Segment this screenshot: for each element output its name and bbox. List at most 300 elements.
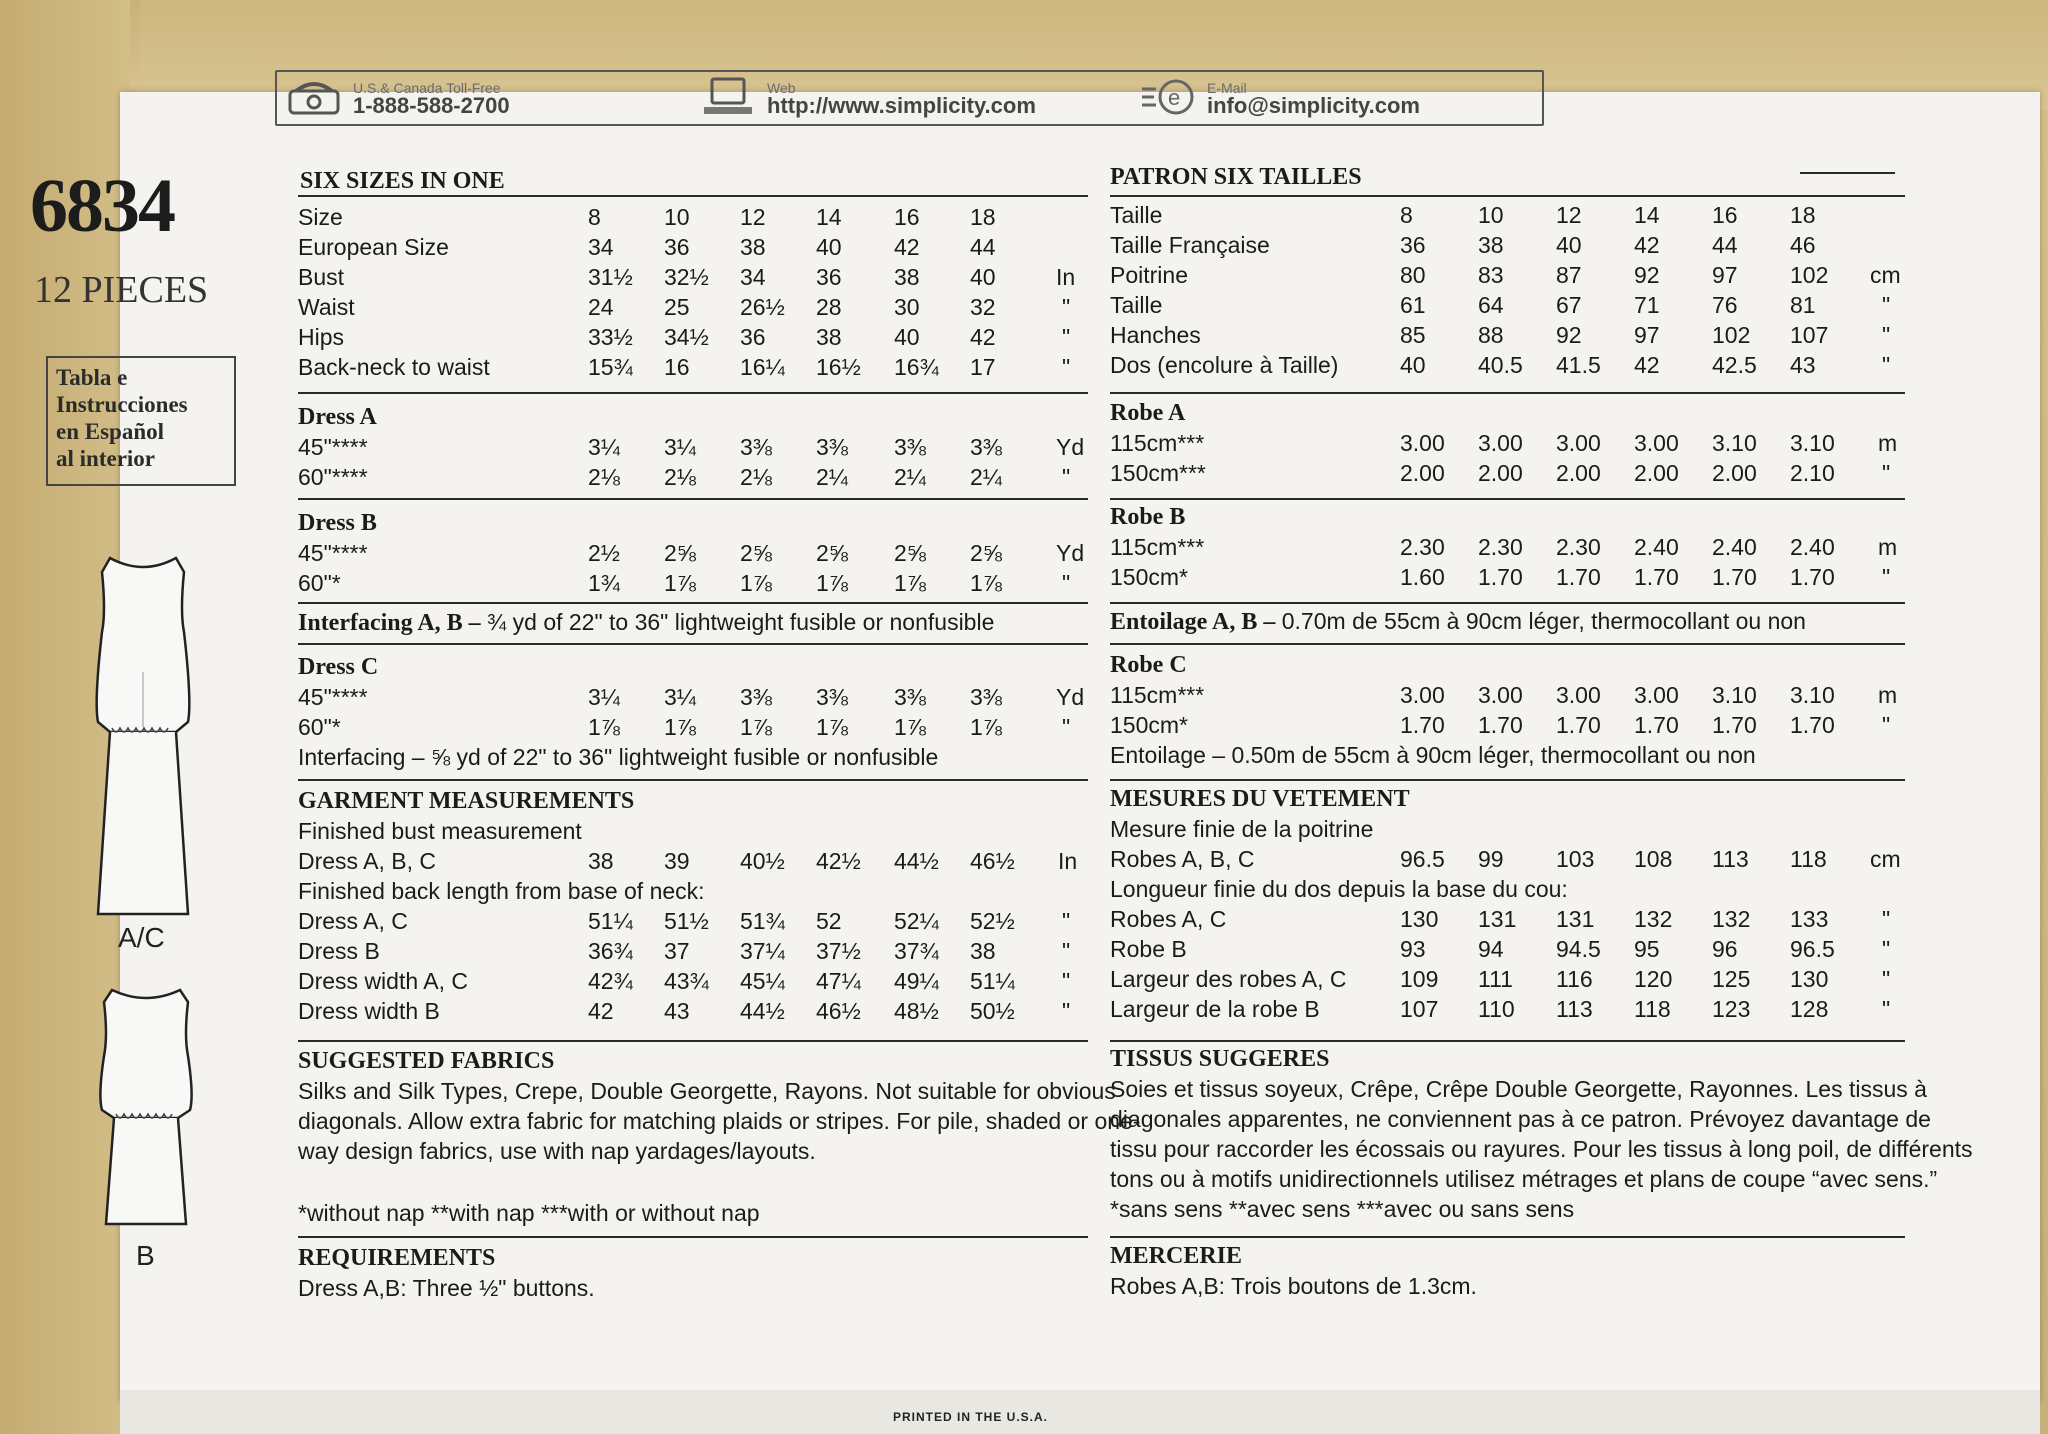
subheading: Finished back length from base of neck: — [298, 878, 705, 904]
row-label: Dress width B — [298, 998, 440, 1024]
cell: 3¼ — [664, 434, 696, 460]
contact-email — [1137, 74, 1420, 120]
row-label: 115cm*** — [1110, 534, 1205, 560]
cell: 87 — [1556, 262, 1582, 288]
section-title: Dress B — [298, 510, 377, 536]
unit: cm — [1870, 262, 1901, 288]
cell: 37¾ — [894, 938, 939, 964]
cell: 2.30 — [1400, 534, 1445, 560]
cell: 47¼ — [816, 968, 861, 994]
cell: 102 — [1790, 262, 1829, 288]
cell: 1.70 — [1478, 712, 1523, 738]
cell: 45¼ — [740, 968, 785, 994]
email-address: info@simplicity.com — [1207, 93, 1420, 118]
sizes-title-fr: PATRON SIX TAILLES — [1110, 164, 1362, 190]
cell: 1⅞ — [894, 714, 926, 740]
web-label: Web — [767, 80, 796, 96]
cell: 3¼ — [588, 434, 620, 460]
cell: 37½ — [816, 938, 861, 964]
cell: 32½ — [664, 264, 709, 290]
cell: 46 — [1790, 232, 1816, 258]
table-row — [298, 232, 1098, 262]
contact-web — [697, 74, 1036, 120]
cell: 128 — [1790, 996, 1829, 1022]
cell: 38 — [970, 938, 996, 964]
divider — [298, 1236, 1088, 1238]
suggested-fabrics-fr — [1110, 1044, 1973, 1224]
row-label: 115cm*** — [1110, 682, 1205, 708]
cell: 97 — [1712, 262, 1738, 288]
cell: 31½ — [588, 264, 633, 290]
paragraph-line: way design fabrics, use with nap yardages/layouts. — [298, 1138, 816, 1164]
table-row — [1110, 934, 1910, 964]
cell: 3.00 — [1478, 682, 1523, 708]
cell: 76 — [1712, 292, 1738, 318]
unit: " — [1062, 714, 1071, 740]
cell: 1⅞ — [740, 714, 772, 740]
table-row — [1110, 680, 1910, 710]
section-title: MESURES DU VETEMENT — [1110, 786, 1410, 812]
spanish-line: en Español — [56, 419, 165, 444]
cell: 3⅜ — [970, 434, 1002, 460]
cell: 30 — [894, 294, 920, 320]
cell: 3.10 — [1712, 682, 1757, 708]
divider — [298, 392, 1088, 394]
section-title: Dress A — [298, 404, 377, 430]
cell: 1.70 — [1400, 712, 1445, 738]
cell: 1.70 — [1634, 564, 1679, 590]
cell: 38 — [1478, 232, 1504, 258]
unit: " — [1062, 570, 1071, 596]
cell: 3⅜ — [740, 434, 772, 460]
garment-measurements — [298, 786, 1098, 1026]
table-row — [1110, 532, 1910, 562]
cell: 3.10 — [1790, 682, 1835, 708]
unit: " — [1062, 324, 1071, 350]
cell: 2.40 — [1634, 534, 1679, 560]
divider — [298, 1040, 1088, 1042]
section-title: REQUIREMENTS — [298, 1245, 496, 1271]
cell: 44½ — [740, 998, 785, 1024]
divider — [298, 602, 1088, 604]
paragraph-line: diagonales apparentes, ne conviennent pas à ce patron. Prévoyez davantage de — [1110, 1106, 1931, 1132]
row-label: Taille — [1110, 202, 1163, 228]
unit: Yd — [1056, 434, 1085, 460]
cell: 26½ — [740, 294, 785, 320]
cell: 2.00 — [1400, 460, 1445, 486]
table-row — [298, 322, 1098, 352]
cell: 120 — [1634, 966, 1673, 992]
unit: " — [1882, 292, 1891, 318]
cell: 16 — [1712, 202, 1738, 228]
cell: 92 — [1634, 262, 1660, 288]
section-title: TISSUS SUGGERES — [1110, 1046, 1330, 1072]
cell: 131 — [1556, 906, 1595, 932]
size-table — [298, 202, 1098, 382]
dress-a-yardage — [298, 402, 1098, 492]
row-label: Hanches — [1110, 322, 1201, 348]
cell: 3⅜ — [740, 684, 772, 710]
email-icon — [1137, 76, 1199, 118]
cell: 1⅞ — [970, 570, 1002, 596]
unit: " — [1882, 712, 1891, 738]
row-label: Taille — [1110, 292, 1163, 318]
cell: 49¼ — [894, 968, 939, 994]
cell: 1⅞ — [588, 714, 620, 740]
cell: 1⅞ — [740, 570, 772, 596]
cell: 33½ — [588, 324, 633, 350]
table-row — [1110, 964, 1910, 994]
unit: Yd — [1056, 540, 1085, 566]
requirements-text: Dress A,B: Three ½" buttons. — [298, 1275, 595, 1301]
cell: 3.00 — [1556, 430, 1601, 456]
cell: 1⅞ — [894, 570, 926, 596]
cell: 2.30 — [1556, 534, 1601, 560]
interfacing-c: Interfacing – ⅝ yd of 22" to 36" lightweight fusible or nonfusible — [298, 744, 939, 770]
cell: 3.00 — [1634, 682, 1679, 708]
cell: 81 — [1790, 292, 1816, 318]
table-row — [1110, 200, 1910, 230]
table-row — [1110, 290, 1910, 320]
cell: 1⅞ — [816, 714, 848, 740]
cell: 41.5 — [1556, 352, 1601, 378]
divider — [1110, 392, 1905, 394]
suggested-fabrics — [298, 1046, 1141, 1166]
cell: 1.70 — [1790, 712, 1835, 738]
cell: 2¼ — [894, 464, 926, 490]
subheading: Longueur finie du dos depuis la base du cou: — [1110, 876, 1568, 902]
row-label: Dos (encolure à Taille) — [1110, 352, 1339, 378]
cell: 123 — [1712, 996, 1751, 1022]
cell: 118 — [1634, 996, 1671, 1022]
cell: 3⅜ — [894, 684, 926, 710]
cell: 24 — [588, 294, 614, 320]
paragraph-line: Soies et tissus soyeux, Crêpe, Crêpe Double Georgette, Rayonnes. Les tissus à — [1110, 1076, 1927, 1102]
requirements-text: Robes A,B: Trois boutons de 1.3cm. — [1110, 1273, 1477, 1299]
divider — [298, 643, 1088, 645]
sketch-label-b: B — [136, 1240, 155, 1271]
row-label: Poitrine — [1110, 262, 1188, 288]
table-row — [1110, 710, 1910, 740]
cell: 1⅞ — [664, 570, 696, 596]
cell: 40 — [1400, 352, 1426, 378]
divider — [1110, 1040, 1905, 1042]
cell: 1⅞ — [970, 714, 1002, 740]
cell: 15¾ — [588, 354, 633, 380]
cell: 109 — [1400, 966, 1439, 992]
cell: 3⅜ — [970, 684, 1002, 710]
unit: " — [1882, 564, 1891, 590]
unit: " — [1882, 460, 1891, 486]
divider — [1110, 779, 1905, 781]
cell: 38 — [816, 324, 842, 350]
cell: 51½ — [664, 908, 709, 934]
cell: 36 — [664, 234, 690, 260]
row-label: Dress A, B, C — [298, 848, 437, 874]
cell: 40.5 — [1478, 352, 1523, 378]
table-row — [298, 202, 1098, 232]
cell: 40 — [816, 234, 842, 260]
cell: 67 — [1556, 292, 1582, 318]
cell: 83 — [1478, 262, 1504, 288]
cell: 42 — [970, 324, 996, 350]
cell: 37 — [664, 938, 690, 964]
paragraph-line: tissu pour raccorder les écossais ou rayures. Pour les tissus à long poil, de différents — [1110, 1136, 1973, 1162]
unit: " — [1882, 966, 1891, 992]
unit: m — [1878, 682, 1898, 708]
table-row — [1110, 994, 1910, 1024]
cell: 42 — [588, 998, 614, 1024]
cell: 94.5 — [1556, 936, 1601, 962]
printed-in-usa: PRINTED IN THE U.S.A. — [893, 1410, 1049, 1424]
table-row — [298, 682, 1098, 712]
table-row — [298, 432, 1098, 462]
cell: 71 — [1634, 292, 1660, 318]
interfacing-ab-title: Interfacing A, B – — [298, 610, 481, 636]
table-row — [298, 538, 1098, 568]
cell: 96.5 — [1790, 936, 1835, 962]
cell: 2.30 — [1478, 534, 1523, 560]
cell: 18 — [970, 204, 996, 230]
unit: " — [1882, 906, 1891, 932]
table-row — [1110, 230, 1910, 260]
cell: 116 — [1556, 966, 1593, 992]
cell: 8 — [1400, 202, 1413, 228]
dress-c-yardage — [298, 652, 1098, 772]
cell: 1.70 — [1478, 564, 1523, 590]
cell: 43 — [664, 998, 690, 1024]
cell: 46½ — [816, 998, 861, 1024]
table-row — [298, 568, 1098, 598]
piece-count: 12 PIECES — [34, 269, 209, 311]
unit: " — [1062, 294, 1071, 320]
cell: 97 — [1634, 322, 1660, 348]
pattern-number: 6834 — [30, 164, 174, 248]
table-row — [1110, 350, 1910, 380]
cell: 3.10 — [1790, 430, 1835, 456]
cell: 64 — [1478, 292, 1504, 318]
table-row — [298, 906, 1098, 936]
cell: 42.5 — [1712, 352, 1757, 378]
cell: 1.70 — [1556, 564, 1601, 590]
table-row — [1110, 458, 1910, 488]
cell: 92 — [1556, 322, 1582, 348]
cell: 113 — [1556, 996, 1593, 1022]
dress-b-yardage — [298, 508, 1098, 598]
interfacing-ab — [298, 607, 994, 639]
paragraph-line: diagonals. Allow extra fabric for matching plaids or stripes. For pile, shaded or one- — [298, 1108, 1141, 1134]
cell: 3.00 — [1400, 430, 1445, 456]
cell: 3¼ — [664, 684, 696, 710]
cell: 85 — [1400, 322, 1426, 348]
divider — [298, 195, 1088, 197]
cell: 2.00 — [1556, 460, 1601, 486]
telephone-icon — [283, 76, 345, 118]
row-label: Largeur de la robe B — [1110, 996, 1320, 1022]
robe-a-metrage — [1110, 398, 1910, 488]
divider — [1800, 172, 1895, 174]
computer-icon — [697, 76, 759, 118]
spanish-line: Tabla e — [56, 365, 128, 390]
row-label: 150cm*** — [1110, 460, 1206, 486]
divider — [1110, 195, 1905, 197]
table-row — [298, 936, 1098, 966]
row-label: Waist — [298, 294, 355, 320]
svg-text:e: e — [1168, 85, 1181, 110]
dress-ac-sketch — [88, 552, 198, 922]
sketch-label-ac: A/C — [118, 922, 165, 953]
robe-c-metrage — [1110, 650, 1910, 770]
cell: 2⅛ — [588, 464, 620, 490]
cell: 36 — [740, 324, 766, 350]
cell: 51¾ — [740, 908, 785, 934]
cell: 1.70 — [1712, 712, 1757, 738]
cell: 38 — [740, 234, 766, 260]
cell: 50½ — [970, 998, 1015, 1024]
size-table-fr — [1110, 200, 1910, 380]
cell: 2⅛ — [740, 464, 772, 490]
cell: 1.70 — [1556, 712, 1601, 738]
cell: 1.60 — [1400, 564, 1445, 590]
section-title: Dress C — [298, 654, 379, 680]
row-label: 115cm*** — [1110, 430, 1205, 456]
cell: 32 — [970, 294, 996, 320]
cell: 3.00 — [1400, 682, 1445, 708]
cell: 61 — [1400, 292, 1426, 318]
cell: 3⅜ — [894, 434, 926, 460]
cell: 25 — [664, 294, 690, 320]
nap-note-fr: *sans sens **avec sens ***avec ou sans sens — [1110, 1196, 1575, 1222]
cell: 36 — [1400, 232, 1426, 258]
row-label: Robes A, C — [1110, 906, 1227, 932]
row-label: European Size — [298, 234, 449, 260]
unit: " — [1882, 996, 1891, 1022]
cell: 96.5 — [1400, 846, 1445, 872]
cell: 132 — [1712, 906, 1751, 932]
entoilage-c: Entoilage – 0.50m de 55cm à 90cm léger, thermocollant ou non — [1110, 742, 1756, 768]
cell: 102 — [1712, 322, 1751, 348]
cell: 16¾ — [894, 354, 939, 380]
cell: 36¾ — [588, 938, 633, 964]
section-title: MERCERIE — [1110, 1243, 1243, 1269]
cell: 51¼ — [588, 908, 633, 934]
cell: 2½ — [588, 540, 620, 566]
robe-b-metrage — [1110, 502, 1910, 592]
cell: 42 — [894, 234, 920, 260]
cell: 110 — [1478, 996, 1515, 1022]
section-title: SUGGESTED FABRICS — [298, 1048, 555, 1074]
cell: 131 — [1478, 906, 1517, 932]
row-label: Dress A, C — [298, 908, 408, 934]
cell: 103 — [1556, 846, 1595, 872]
cell: 130 — [1400, 906, 1439, 932]
cell: 36 — [816, 264, 842, 290]
row-label: 45"**** — [298, 540, 368, 566]
cell: 2⅝ — [894, 540, 926, 566]
cell: 44 — [1712, 232, 1738, 258]
section-title: GARMENT MEASUREMENTS — [298, 788, 635, 814]
table-row — [1110, 562, 1910, 592]
entoilage-ab-text: 0.70m de 55cm à 90cm léger, thermocollant ou non — [1275, 608, 1806, 634]
unit: In — [1058, 848, 1078, 874]
sizes-title: SIX SIZES IN ONE — [300, 168, 505, 194]
cell: 2.40 — [1712, 534, 1757, 560]
row-label: Robe B — [1110, 936, 1187, 962]
cell: 2.00 — [1478, 460, 1523, 486]
cell: 107 — [1400, 996, 1439, 1022]
email-label: E-Mail — [1207, 80, 1247, 96]
unit: " — [1062, 968, 1071, 994]
cell: 95 — [1634, 936, 1660, 962]
table-row — [298, 996, 1098, 1026]
cell: 2⅝ — [740, 540, 772, 566]
entoilage-ab-title: Entoilage A, B – — [1110, 609, 1276, 635]
cell: 12 — [1556, 202, 1582, 228]
phone-number: 1-888-588-2700 — [353, 93, 510, 118]
cell: 37¼ — [740, 938, 785, 964]
spanish-instructions-box — [46, 356, 236, 486]
unit: " — [1882, 322, 1891, 348]
contact-phone — [283, 74, 510, 120]
cell: 16¼ — [740, 354, 785, 380]
cell: 133 — [1790, 906, 1829, 932]
cell: 2¼ — [816, 464, 848, 490]
cell: 1¾ — [588, 570, 620, 596]
unit: m — [1878, 430, 1898, 456]
row-label: 45"**** — [298, 684, 368, 710]
cell: 94 — [1478, 936, 1504, 962]
divider — [298, 498, 1088, 500]
contact-strip — [275, 70, 1544, 126]
paragraph-line: Silks and Silk Types, Crepe, Double Georgette, Rayons. Not suitable for obvious — [298, 1078, 1116, 1104]
divider — [298, 779, 1088, 781]
cell: 40 — [970, 264, 996, 290]
subheading: Finished bust measurement — [298, 818, 582, 844]
table-row — [298, 292, 1098, 322]
unit: In — [1056, 264, 1076, 290]
unit: " — [1882, 352, 1891, 378]
section-title: Robe C — [1110, 652, 1187, 678]
cell: 130 — [1790, 966, 1829, 992]
cell: 3.00 — [1478, 430, 1523, 456]
cell: 108 — [1634, 846, 1673, 872]
cell: 1.70 — [1634, 712, 1679, 738]
spanish-line: Instrucciones — [56, 392, 188, 417]
table-row — [298, 712, 1098, 742]
table-row — [1110, 904, 1910, 934]
cell: 14 — [1634, 202, 1660, 228]
row-label: 150cm* — [1110, 712, 1188, 738]
table-row — [298, 966, 1098, 996]
cell: 28 — [816, 294, 842, 320]
cell: 118 — [1790, 846, 1827, 872]
unit: m — [1878, 534, 1898, 560]
cell: 1.70 — [1712, 564, 1757, 590]
cell: 42¾ — [588, 968, 633, 994]
cell: 52¼ — [894, 908, 939, 934]
cell: 2⅝ — [970, 540, 1002, 566]
cell: 42 — [1634, 232, 1660, 258]
cell: 39 — [664, 848, 690, 874]
divider — [1110, 643, 1905, 645]
subheading: Mesure finie de la poitrine — [1110, 816, 1374, 842]
table-row — [1110, 844, 1910, 874]
table-row — [298, 262, 1098, 292]
cell: 2.00 — [1634, 460, 1679, 486]
interfacing-ab-text: ¾ yd of 22" to 36" lightweight fusible or nonfusible — [480, 609, 995, 635]
row-label: 45"**** — [298, 434, 368, 460]
cell: 43 — [1790, 352, 1816, 378]
